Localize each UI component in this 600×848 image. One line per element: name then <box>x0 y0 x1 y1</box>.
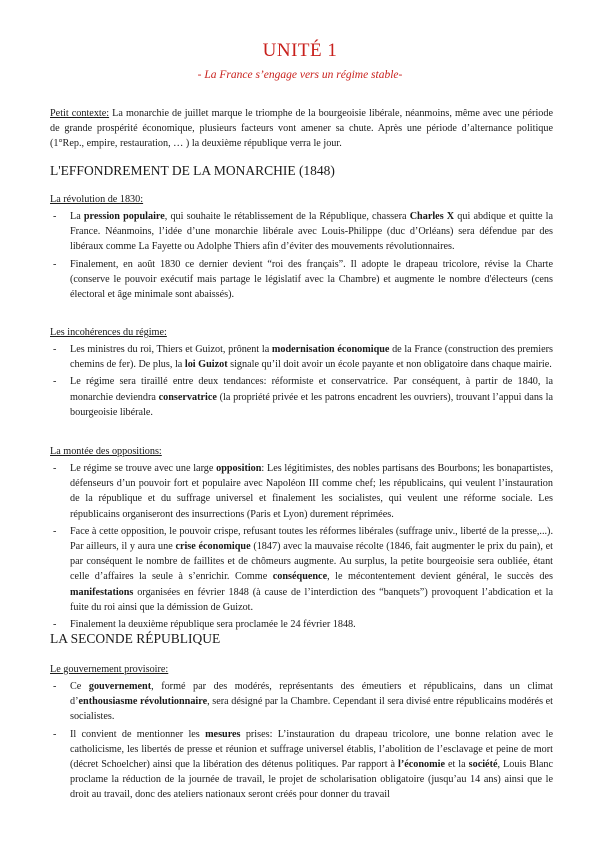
list-item-text: Face à cette opposition, le pouvoir crispe, refusant toutes les réformes libérales (suffrage univ., liberté de la presse,...). Par ailleurs, il y aura une <box>70 525 553 553</box>
list-revolution-1830 <box>50 209 553 304</box>
list-item-text: signale qu’il doit avoir un école payante et non obligatoire dans chaque mairie. <box>227 359 552 371</box>
list-item-text: , Louis Blanc proclame la réduction de la journée de travail, le projet de scholarisation obligatoire (jusqu’au 14 ans) ainsi que le droit au travail, donc des ateliers nationaux seront créés pour donner du travail <box>70 759 553 801</box>
list-item-emphasis: gouvernement <box>88 681 152 692</box>
list-item-text: qui abdique et quitte la France. Néanmoins, l’idée d’une monarchie libérale avec Louis-Philippe (duc d’Orléans) sera défendue par des libéraux comme La Fayette ou Adolphe Thiers afin d’éviter des mouvements révolutionnaires. <box>70 211 554 253</box>
list-oppositions <box>50 461 553 634</box>
list-item-text: , qui souhaite le rétablissement de la République, chassera <box>164 211 410 222</box>
list-item <box>50 727 553 803</box>
list-item <box>50 209 553 255</box>
list-item <box>50 342 553 372</box>
list-item-emphasis: conséquence <box>272 571 328 583</box>
intro-paragraph <box>50 106 553 152</box>
list-item-text: , sera désigné par la Chambre. Cependant il sera divisé entre républicains modérés et socialistes. <box>70 696 553 723</box>
intro-text: La monarchie de juillet marque le triomphe de la bourgeoisie libérale, néanmoins, même avec une période de grande prospérité économique, plusieurs facteurs vont amener sa chute. Après une période d’alternance politique (1°Rep., empire, restauration, … ) la deuxième république verra le jour. <box>50 108 553 150</box>
list-item-emphasis: enthousiasme révolutionnaire <box>78 696 208 708</box>
list-gouvernement-provisoire <box>50 679 553 805</box>
list-item-text: Finalement, en août 1830 ce dernier devient “roi des français”. Il adopte le drapeau tricolore, révise la Charte (conserve le pouvoir exécutif mais partage le législatif avec la Chambre) et augmente le nombre d'électeurs (cens électoral et âge minimale sont abaissés). <box>70 258 553 301</box>
subheading-incoherences: Les incohérences du régime: <box>50 327 167 338</box>
list-incoherences <box>50 342 553 422</box>
subheading-oppositions: La montée des oppositions: <box>50 446 162 457</box>
list-item-emphasis: manifestations <box>70 586 134 598</box>
list-item <box>50 461 553 522</box>
section-heading-effondrement: L'EFFONDREMENT DE LA MONARCHIE (1848) <box>50 163 335 178</box>
list-item-emphasis: l’économie <box>398 759 445 771</box>
list-item-emphasis: modernisation économique <box>271 344 390 355</box>
list-item <box>50 374 553 420</box>
list-item-text: Finalement la deuxième république sera proclamée le 24 février 1848. <box>70 619 356 631</box>
list-item-emphasis: mesures <box>205 728 241 740</box>
page-subtitle: - La France s’engage vers un régime stable- <box>197 69 403 81</box>
section-heading-seconde-republique: LA SECONDE RÉPUBLIQUE <box>50 631 221 646</box>
list-item <box>50 257 553 303</box>
subheading-gouvernement-provisoire: Le gouvernement provisoire: <box>50 664 169 675</box>
list-item <box>50 524 553 615</box>
list-item-text: Les ministres du roi, Thiers et Guizot, prônent la <box>70 344 272 355</box>
list-item-emphasis: loi Guizot <box>184 359 228 371</box>
list-item-text: Le régime sera tiraillé entre deux tendances: réformiste et conservatrice. Par conséquent, à partir de 1840, la monarchie deviendra <box>70 376 553 403</box>
subheading-revolution-1830: La révolution de 1830: <box>50 194 144 205</box>
list-item-text: Le régime se trouve avec une large <box>70 463 217 474</box>
list-item-text: prises: L’instauration du drapeau tricolore, une bonne relation avec le catholicisme, les libertés de presse et réunion et suffrage universel établis, l’abolition de l’esclavage et peine de mort (décret Schoelcher) ainsi que la libération des détenus politiques. Par rapport à <box>70 728 553 771</box>
list-item-emphasis: conservatrice <box>158 391 217 403</box>
list-item-emphasis: crise économique <box>175 541 251 553</box>
list-item-text: , formé par des modérés, représentants des émeutiers et républicains, dans un climat d’ <box>70 681 553 708</box>
list-item-emphasis: pression populaire <box>83 211 165 222</box>
list-item-text: La <box>70 211 84 222</box>
list-item-text: (1847) avec la mauvaise récolte (1846, fait augmenter le prix du pain), et par conséquent le nombre de faillites et de chômeurs augmente. Au surplus, la petite bourgeoisie sera oubliée, étant celle d’affaires la seule à s’enrichir. Comme <box>70 541 553 583</box>
list-item-emphasis: Charles X <box>409 211 455 222</box>
list-item-text: Ce <box>70 681 89 692</box>
list-item <box>50 679 553 725</box>
list-item-text: : Les légitimistes, des nobles partisans des Bourbons; les bonapartistes, défenseurs d’un pouvoir fort et populaire avec Napoléon III comme chef; les républicains, qui veulent l’instauration de la république et du suffrage universel et finalement les socialistes, qui veulent une réforme sociale. Les républicains organiseront des insurrections (Paris et Lyon) durement réprimées. <box>70 463 553 520</box>
list-item-text: et la <box>444 759 469 771</box>
intro-label: Petit contexte: <box>50 108 110 119</box>
list-item-text: , le mécontentement devient général, le succès des <box>327 571 553 583</box>
page-title: UNITÉ 1 <box>262 40 338 61</box>
list-item-text: organisées en février 1848 (à cause de l’interdiction des “banquets”) provoquent l’abdication et la fuite du roi ainsi que la démission de Guizot. <box>70 586 553 613</box>
list-item-text: (la propriété privée et les patrons encadrent les ouvriers), trouvant l’appui dans la bourgeoisie libérale. <box>70 391 553 418</box>
list-item-emphasis: société <box>468 759 498 771</box>
list-item-text: de la France (construction des premiers chemins de fer). De plus, la <box>70 344 553 371</box>
list-item-text: Il convient de mentionner les <box>70 728 206 740</box>
list-item-emphasis: opposition <box>216 463 262 474</box>
list-item <box>50 617 553 632</box>
